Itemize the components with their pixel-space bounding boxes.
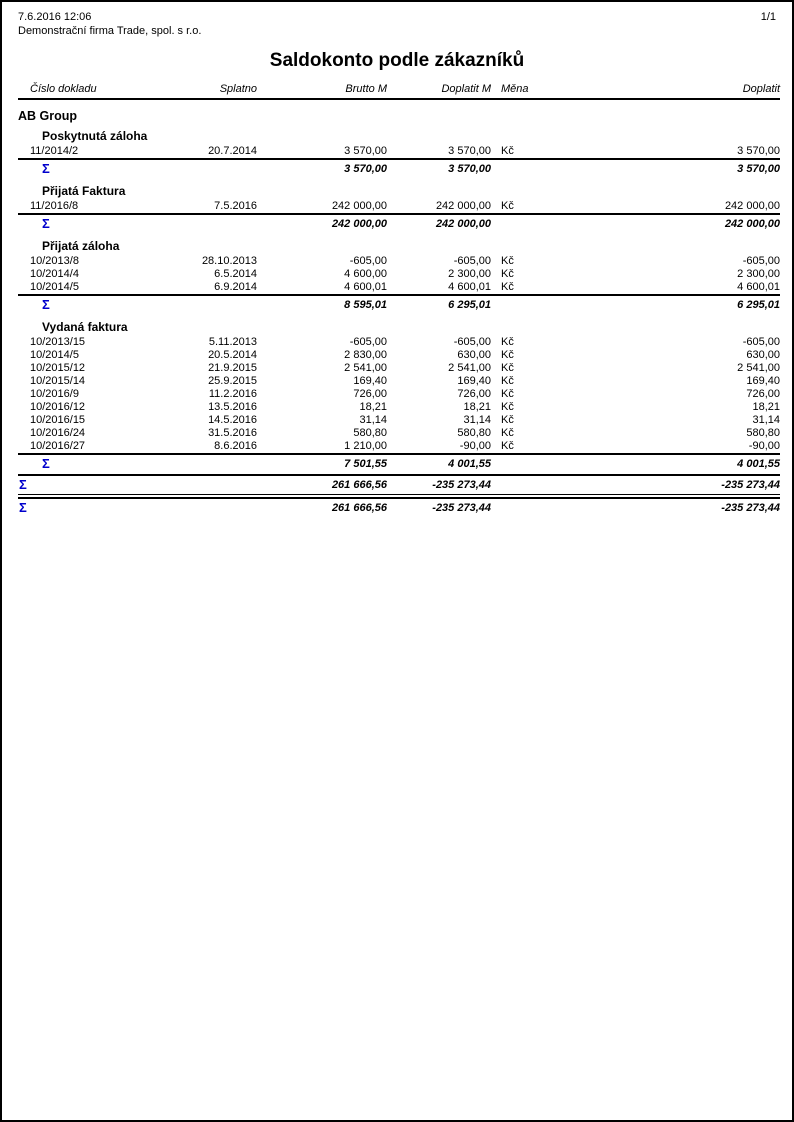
sections-container bbox=[18, 129, 780, 474]
section-total-brutto: 7 501,55 bbox=[344, 458, 387, 470]
brutto-cell: 18,21 bbox=[359, 401, 387, 413]
document-row bbox=[18, 401, 780, 414]
due-date-cell: 11.2.2016 bbox=[208, 388, 257, 400]
grand-total-brutto: 261 666,56 bbox=[331, 502, 387, 514]
section-rows bbox=[18, 200, 780, 213]
empty-cell bbox=[168, 162, 257, 176]
section-rows bbox=[18, 145, 780, 158]
doplatit-cell: 580,80 bbox=[746, 427, 780, 439]
column-header-doplatit: Doplatit bbox=[742, 83, 780, 95]
doplatit-m-cell: -605,00 bbox=[453, 255, 491, 267]
document-type-section bbox=[18, 129, 780, 179]
empty-cell bbox=[168, 478, 257, 492]
group-total-brutto: 261 666,56 bbox=[331, 479, 387, 491]
page-meta-left bbox=[18, 10, 201, 38]
section-title: Vydaná faktura bbox=[42, 320, 128, 334]
doplatit-cell: 3 570,00 bbox=[737, 145, 780, 157]
due-date-cell: 13.5.2016 bbox=[208, 401, 257, 413]
section-rows bbox=[18, 336, 780, 453]
brutto-cell: 2 541,00 bbox=[344, 362, 387, 374]
brutto-cell: -605,00 bbox=[349, 255, 387, 267]
doplatit-m-cell: 726,00 bbox=[457, 388, 491, 400]
empty-cell bbox=[491, 457, 566, 471]
doplatit-cell: 18,21 bbox=[752, 401, 780, 413]
doplatit-cell: 4 600,01 bbox=[737, 281, 780, 293]
section-total-doplatit: 242 000,00 bbox=[724, 218, 780, 230]
empty-cell bbox=[491, 478, 566, 492]
section-total-row bbox=[18, 158, 780, 179]
section-total-doplatit-m: 242 000,00 bbox=[435, 218, 491, 230]
doplatit-m-cell: 18,21 bbox=[463, 401, 491, 413]
section-total-brutto: 3 570,00 bbox=[344, 163, 387, 175]
document-row bbox=[18, 281, 780, 294]
doc-number-cell: 11/2014/2 bbox=[30, 145, 79, 157]
doc-number-cell: 10/2014/5 bbox=[30, 281, 79, 293]
sigma-icon: Σ bbox=[42, 161, 50, 176]
section-total-brutto: 242 000,00 bbox=[331, 218, 387, 230]
document-row bbox=[18, 414, 780, 427]
document-row bbox=[18, 255, 780, 268]
group-total-row bbox=[18, 474, 780, 495]
currency-cell: Kč bbox=[501, 200, 514, 212]
currency-cell: Kč bbox=[501, 427, 514, 439]
customer-group-name: AB Group bbox=[18, 109, 78, 123]
due-date-cell: 21.9.2015 bbox=[208, 362, 257, 374]
section-total-doplatit: 4 001,55 bbox=[737, 458, 780, 470]
brutto-cell: 580,80 bbox=[353, 427, 387, 439]
doplatit-cell: 169,40 bbox=[746, 375, 780, 387]
doc-number-cell: 10/2016/27 bbox=[30, 440, 86, 452]
doc-number-cell: 10/2016/24 bbox=[30, 427, 86, 439]
doplatit-m-cell: 3 570,00 bbox=[448, 145, 491, 157]
currency-cell: Kč bbox=[501, 388, 514, 400]
doplatit-m-cell: 2 541,00 bbox=[448, 362, 491, 374]
currency-cell: Kč bbox=[501, 349, 514, 361]
brutto-cell: -605,00 bbox=[349, 336, 387, 348]
doplatit-cell: -605,00 bbox=[742, 336, 780, 348]
doplatit-cell: 726,00 bbox=[746, 388, 780, 400]
document-row bbox=[18, 388, 780, 401]
column-header-due: Splatno bbox=[219, 83, 257, 95]
document-row bbox=[18, 268, 780, 281]
column-header-doplatit-m: Doplatit M bbox=[441, 83, 491, 95]
section-rows bbox=[18, 255, 780, 294]
doplatit-m-cell: 31,14 bbox=[463, 414, 491, 426]
due-date-cell: 14.5.2016 bbox=[208, 414, 257, 426]
doplatit-m-cell: 242 000,00 bbox=[435, 200, 491, 212]
brutto-cell: 169,40 bbox=[353, 375, 387, 387]
sigma-icon: Σ bbox=[42, 297, 50, 312]
document-row bbox=[18, 349, 780, 362]
page-number: 1/1 bbox=[760, 11, 776, 23]
doplatit-m-cell: 630,00 bbox=[457, 349, 491, 361]
currency-cell: Kč bbox=[501, 440, 514, 452]
brutto-cell: 242 000,00 bbox=[331, 200, 387, 212]
table-header-row bbox=[18, 83, 780, 100]
section-total-doplatit-m: 3 570,00 bbox=[448, 163, 491, 175]
due-date-cell: 7.5.2016 bbox=[214, 200, 257, 212]
section-total-doplatit-m: 6 295,01 bbox=[448, 299, 491, 311]
document-type-section bbox=[18, 320, 780, 474]
sigma-icon: Σ bbox=[19, 477, 27, 492]
due-date-cell: 6.9.2014 bbox=[214, 281, 257, 293]
section-total-doplatit: 6 295,01 bbox=[737, 299, 780, 311]
doplatit-m-cell: -90,00 bbox=[459, 440, 491, 452]
currency-cell: Kč bbox=[501, 362, 514, 374]
empty-cell bbox=[491, 501, 566, 515]
section-total-brutto: 8 595,01 bbox=[344, 299, 387, 311]
report-table bbox=[18, 83, 780, 518]
grand-total-row bbox=[18, 497, 780, 518]
due-date-cell: 31.5.2016 bbox=[208, 427, 257, 439]
group-total-doplatit: -235 273,44 bbox=[721, 479, 780, 491]
doplatit-m-cell: 4 600,01 bbox=[448, 281, 491, 293]
brutto-cell: 1 210,00 bbox=[344, 440, 387, 452]
section-total-doplatit: 3 570,00 bbox=[737, 163, 780, 175]
doplatit-m-cell: 580,80 bbox=[457, 427, 491, 439]
brutto-cell: 3 570,00 bbox=[344, 145, 387, 157]
brutto-cell: 4 600,01 bbox=[344, 281, 387, 293]
doplatit-m-cell: -605,00 bbox=[453, 336, 491, 348]
empty-cell bbox=[168, 501, 257, 515]
due-date-cell: 28.10.2013 bbox=[201, 255, 257, 267]
brutto-cell: 4 600,00 bbox=[344, 268, 387, 280]
doplatit-cell: 2 541,00 bbox=[737, 362, 780, 374]
doc-number-cell: 10/2015/14 bbox=[30, 375, 86, 387]
report-title: Saldokonto podle zákazníků bbox=[269, 50, 525, 71]
group-total-doplatit-m: -235 273,44 bbox=[432, 479, 491, 491]
doplatit-cell: -605,00 bbox=[742, 255, 780, 267]
currency-cell: Kč bbox=[501, 375, 514, 387]
section-total-row bbox=[18, 453, 780, 474]
doc-number-cell: 10/2014/4 bbox=[30, 268, 79, 280]
currency-cell: Kč bbox=[501, 281, 514, 293]
doc-number-cell: 10/2015/12 bbox=[30, 362, 86, 374]
document-row bbox=[18, 375, 780, 388]
section-title: Přijatá záloha bbox=[42, 239, 120, 253]
print-datetime: 7.6.2016 12:06 bbox=[18, 11, 92, 23]
grand-total-doplatit: -235 273,44 bbox=[721, 502, 780, 514]
due-date-cell: 20.7.2014 bbox=[208, 145, 257, 157]
column-header-mena: Měna bbox=[501, 83, 529, 95]
empty-cell bbox=[168, 457, 257, 471]
doc-number-cell: 10/2016/12 bbox=[30, 401, 86, 413]
due-date-cell: 5.11.2013 bbox=[208, 336, 257, 348]
document-row bbox=[18, 427, 780, 440]
sigma-icon: Σ bbox=[42, 456, 50, 471]
sigma-icon: Σ bbox=[42, 216, 50, 231]
doc-number-cell: 10/2013/8 bbox=[30, 255, 79, 267]
doplatit-cell: 630,00 bbox=[746, 349, 780, 361]
doc-number-cell: 10/2016/9 bbox=[30, 388, 79, 400]
doc-number-cell: 11/2016/8 bbox=[30, 200, 79, 212]
column-header-brutto: Brutto M bbox=[345, 83, 387, 95]
document-row bbox=[18, 200, 780, 213]
section-total-doplatit-m: 4 001,55 bbox=[448, 458, 491, 470]
company-name: Demonstrační firma Trade, spol. s r.o. bbox=[18, 25, 202, 37]
empty-cell bbox=[491, 298, 566, 312]
due-date-cell: 25.9.2015 bbox=[208, 375, 257, 387]
due-date-cell: 8.6.2016 bbox=[214, 440, 257, 452]
brutto-cell: 31,14 bbox=[359, 414, 387, 426]
doc-number-cell: 10/2016/15 bbox=[30, 414, 86, 426]
doplatit-cell: 242 000,00 bbox=[724, 200, 780, 212]
doc-number-cell: 10/2013/15 bbox=[30, 336, 86, 348]
brutto-cell: 726,00 bbox=[353, 388, 387, 400]
document-type-section bbox=[18, 184, 780, 234]
section-title: Poskytnutá záloha bbox=[42, 129, 148, 143]
due-date-cell: 20.5.2014 bbox=[208, 349, 257, 361]
doplatit-cell: 2 300,00 bbox=[737, 268, 780, 280]
empty-cell bbox=[168, 298, 257, 312]
currency-cell: Kč bbox=[501, 255, 514, 267]
doplatit-m-cell: 169,40 bbox=[457, 375, 491, 387]
doplatit-m-cell: 2 300,00 bbox=[448, 268, 491, 280]
section-title: Přijatá Faktura bbox=[42, 184, 126, 198]
currency-cell: Kč bbox=[501, 336, 514, 348]
document-row bbox=[18, 145, 780, 158]
due-date-cell: 6.5.2014 bbox=[214, 268, 257, 280]
currency-cell: Kč bbox=[501, 414, 514, 426]
empty-cell bbox=[168, 217, 257, 231]
document-row bbox=[18, 362, 780, 375]
document-type-section bbox=[18, 239, 780, 315]
brutto-cell: 2 830,00 bbox=[344, 349, 387, 361]
empty-cell bbox=[491, 217, 566, 231]
currency-cell: Kč bbox=[501, 145, 514, 157]
sigma-icon: Σ bbox=[19, 500, 27, 515]
doc-number-cell: 10/2014/5 bbox=[30, 349, 79, 361]
column-header-doc: Číslo dokladu bbox=[30, 83, 97, 95]
grand-total-doplatit-m: -235 273,44 bbox=[432, 502, 491, 514]
empty-cell bbox=[491, 162, 566, 176]
section-total-row bbox=[18, 213, 780, 234]
document-row bbox=[18, 440, 780, 453]
section-total-row bbox=[18, 294, 780, 315]
document-row bbox=[18, 336, 780, 349]
currency-cell: Kč bbox=[501, 401, 514, 413]
doplatit-cell: -90,00 bbox=[748, 440, 780, 452]
doplatit-cell: 31,14 bbox=[752, 414, 780, 426]
currency-cell: Kč bbox=[501, 268, 514, 280]
page-meta bbox=[2, 2, 792, 38]
